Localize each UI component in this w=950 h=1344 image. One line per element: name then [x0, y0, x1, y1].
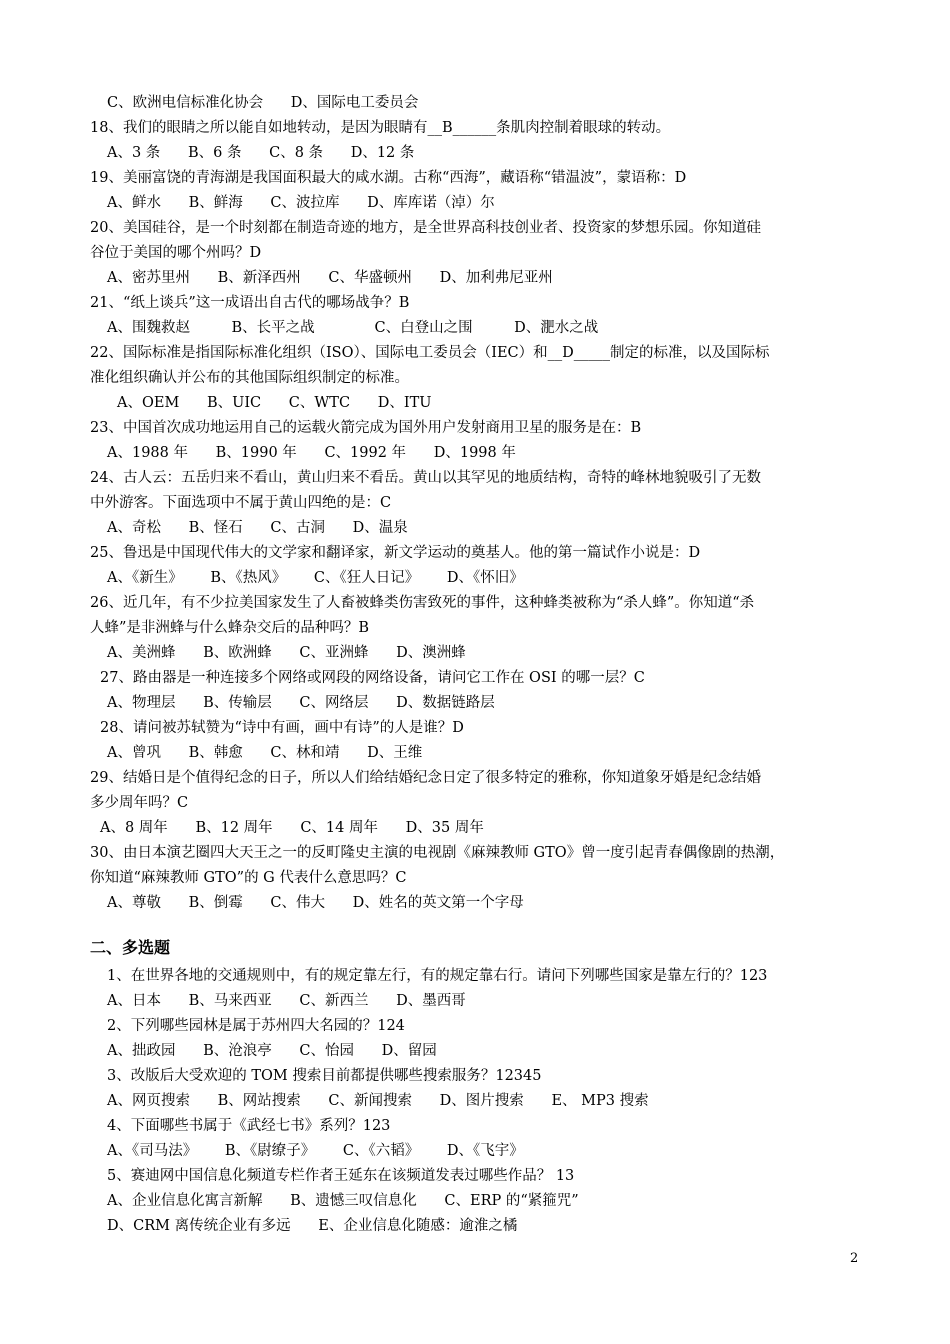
answer-options-23: A、1988 年 B、1990 年 C、1992 年 D、1998 年	[107, 445, 516, 461]
question-20-line-2: 谷位于美国的哪个州吗？D	[90, 245, 262, 261]
question-25: 25、鲁迅是中国现代伟大的文学家和翻译家，新文学运动的奠基人。他的第一篇试作小说是：D	[90, 545, 701, 561]
multi-question-4: 4、下面哪些书属于《武经七书》系列？123	[107, 1118, 391, 1134]
section-title-multiple-choice: 二、多选题	[90, 938, 171, 957]
answer-options-19: A、鲜水 B、鲜海 C、波拉库 D、库库诺（淖）尔	[107, 195, 495, 211]
question-21: 21、“纸上谈兵”这一成语出自古代的哪场战争？B	[90, 295, 410, 311]
multi-answer-options-5b: D、CRM 离传统企业有多远 E、企业信息化随感：逾淮之橘	[107, 1218, 518, 1234]
multi-answer-options-5a: A、企业信息化寓言新解 B、遗憾三叹信息化 C、ERP 的“紧箍咒”	[107, 1193, 579, 1209]
question-23: 23、中国首次成功地运用自己的运载火箭完成为国外用户发射商用卫星的服务是在：B	[90, 420, 642, 436]
answer-options-29: A、8 周年 B、12 周年 C、14 周年 D、35 周年	[100, 820, 484, 836]
multi-question-5: 5、赛迪网中国信息化频道专栏作者王延东在该频道发表过哪些作品？ 13	[107, 1168, 575, 1184]
question-29-line-2: 多少周年吗？C	[90, 795, 189, 811]
multi-question-1: 1、在世界各地的交通规则中，有的规定靠左行，有的规定靠右行。请问下列哪些国家是靠左行的？123	[107, 968, 768, 984]
answer-options-25: A、《新生》 B、《热风》 C、《狂人日记》 D、《怀旧》	[107, 570, 524, 586]
multi-answer-options-1: A、日本 B、马来西亚 C、新西兰 D、墨西哥	[107, 993, 466, 1009]
question-26-line-1: 26、近几年，有不少拉美国家发生了人畜被蜂类伤害致死的事件，这种蜂类被称为“杀人蜂”。你知道“杀	[90, 595, 755, 611]
answer-options-27: A、物理层 B、传输层 C、网络层 D、数据链路层	[107, 695, 495, 711]
question-26-line-2: 人蜂”是非洲蜂与什么蜂杂交后的品种吗？B	[90, 620, 370, 636]
question-24-line-2: 中外游客。下面选项中不属于黄山四绝的是：C	[90, 495, 392, 511]
question-18: 18、我们的眼睛之所以能自如地转动，是因为眼睛有__B______条肌肉控制着眼球的转动。	[90, 120, 671, 136]
answer-options-28: A、曾巩 B、韩愈 C、林和靖 D、王维	[107, 745, 423, 761]
question-30-line-1: 30、由日本演艺圈四大天王之一的反町隆史主演的电视剧《麻辣教师 GTO》曾一度引起青春偶像剧的热潮，	[90, 845, 785, 861]
answer-options-21: A、围魏救赵 B、长平之战 C、白登山之围 D、淝水之战	[107, 320, 599, 336]
question-22-line-1: 22、国际标准是指国际标准化组织（ISO）、国际电工委员会（IEC）和__D_____制定的标准，以及国际标	[90, 345, 770, 361]
question-22-line-2: 准化组织确认并公布的其他国际组织制定的标准。	[90, 370, 409, 386]
answer-options-30: A、尊敬 B、倒霉 C、伟大 D、姓名的英文第一个字母	[107, 895, 524, 911]
answer-options-18: A、3 条 B、6 条 C、8 条 D、12 条	[107, 145, 415, 161]
multi-question-2: 2、下列哪些园林是属于苏州四大名园的？124	[107, 1018, 405, 1034]
answer-options-20: A、密苏里州 B、新泽西州 C、华盛顿州 D、加利弗尼亚州	[107, 270, 553, 286]
question-28: 28、请问被苏轼赞为“诗中有画，画中有诗”的人是谁？D	[100, 720, 464, 736]
question-29-line-1: 29、结婚日是个值得纪念的日子，所以人们给结婚纪念日定了很多特定的雅称，你知道象牙婚是纪念结婚	[90, 770, 761, 786]
question-30-line-2: 你知道“麻辣教师 GTO”的 G 代表什么意思吗？C	[90, 870, 407, 886]
multi-answer-options-4: A、《司马法》 B、《尉缭子》 C、《六韬》 D、《飞宇》	[107, 1143, 524, 1159]
page-number: 2	[850, 1251, 859, 1266]
question-20-line-1: 20、美国硅谷，是一个时刻都在制造奇迹的地方，是全世界高科技创业者、投资家的梦想乐园。你知道硅	[90, 220, 761, 236]
question-19: 19、美丽富饶的青海湖是我国面积最大的咸水湖。古称“西海”，藏语称“错温波”，蒙语称：D	[90, 170, 687, 186]
question-24-line-1: 24、古人云：五岳归来不看山，黄山归来不看岳。黄山以其罕见的地质结构，奇特的峰林地貌吸引了无数	[90, 470, 761, 486]
answer-options-24: A、奇松 B、怪石 C、古洞 D、温泉	[107, 520, 408, 536]
answer-options-26: A、美洲蜂 B、欧洲蜂 C、亚洲蜂 D、澳洲蜂	[107, 645, 466, 661]
answer-options-17: C、欧洲电信标准化协会 D、国际电工委员会	[107, 95, 419, 111]
multi-answer-options-3: A、网页搜索 B、网站搜索 C、新闻搜索 D、图片搜索 E、 MP3 搜索	[107, 1093, 649, 1109]
multi-answer-options-2: A、拙政园 B、沧浪亭 C、怡园 D、留园	[107, 1043, 437, 1059]
multi-question-3: 3、改版后大受欢迎的 TOM 搜索目前都提供哪些搜索服务？12345	[107, 1068, 542, 1084]
question-27: 27、路由器是一种连接多个网络或网段的网络设备，请问它工作在 OSI 的哪一层？C	[100, 670, 645, 686]
answer-options-22: A、OEM B、UIC C、WTC D、ITU	[117, 395, 432, 411]
